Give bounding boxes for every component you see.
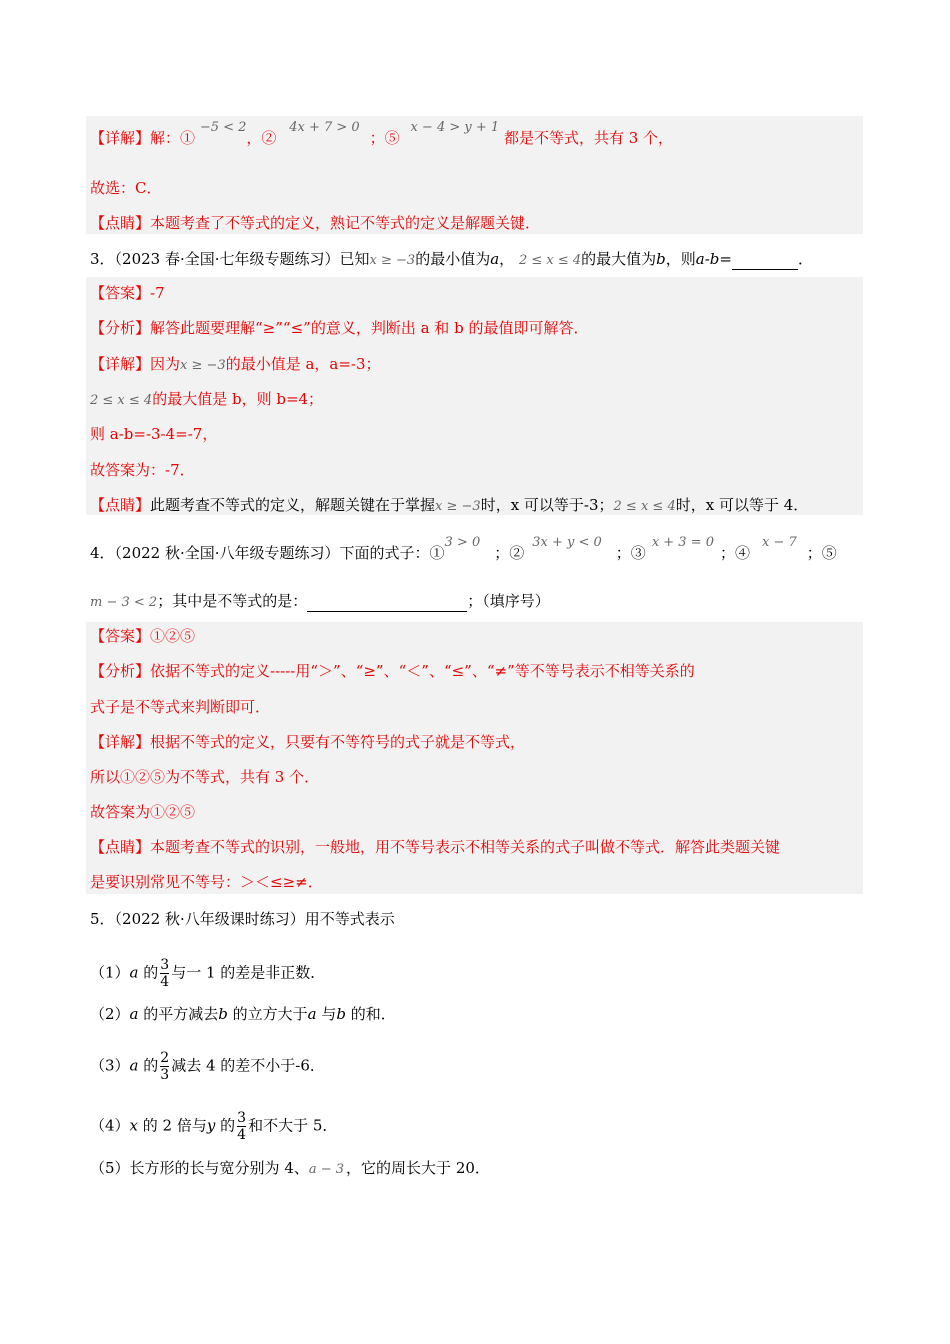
- numerator: 2: [160, 1050, 170, 1066]
- question-text: 4．（2022 秋·全国·八年级专题练习）下面的式子：①: [90, 544, 445, 562]
- detail-text: 的最小值是 a，a=-3；: [225, 355, 381, 373]
- analysis-text: 依据不等式的定义-----用“＞”、“≥”、“＜”、“≤”、“≠”等不等号表示不相等关系的: [150, 662, 695, 680]
- var-b: b: [218, 1005, 228, 1023]
- question-text: 3．（2023 春·全国·七年级专题练习）已知: [90, 250, 370, 268]
- q2-choose: 故选：C．: [90, 179, 162, 197]
- math-expr: 2 ≤ x ≤ 4: [613, 499, 676, 514]
- q3-detail-4: 故答案为：-7．: [90, 461, 195, 479]
- part-text: 的和．: [346, 1005, 396, 1023]
- var-a: a: [129, 963, 139, 982]
- part-text: 的: [138, 963, 159, 982]
- q5-title: 5．（2022 秋·八年级课时练习）用不等式表示: [90, 910, 395, 928]
- part-number: （3）: [90, 1056, 130, 1075]
- q3-detail-3: 则 a-b=-3-4=-7，: [90, 425, 218, 443]
- q3-comment: [90, 495, 808, 517]
- q4-solution-block: [86, 622, 863, 894]
- question-text: ；其中是不等式的是：: [157, 592, 308, 610]
- q4-comment-2: 是要识别常见不等号：＞＜≤≥≠．: [90, 873, 323, 891]
- denominator: 4: [160, 974, 170, 990]
- question-text: ；④: [720, 544, 751, 562]
- separator: ；⑤: [369, 129, 400, 147]
- detail-text: 解：①: [150, 129, 196, 147]
- q4-detail-1: [90, 732, 525, 752]
- q4-detail-3: 故答案为①②⑤: [90, 803, 196, 821]
- math-expr: 2 ≤ x ≤ 4: [90, 393, 153, 408]
- var-a: a: [490, 250, 500, 268]
- question-text: 的最小值为: [415, 250, 491, 268]
- question-text: ，则: [665, 250, 696, 268]
- question-text: ；（填序号）: [467, 592, 550, 610]
- math-expr: x ≥ −3: [180, 358, 226, 373]
- analysis-text: 解答此题要理解“≥”“≤”的意义，判断出 a 和 b 的最值即可解答．: [150, 319, 589, 337]
- analysis-label: 【分析】: [90, 319, 151, 337]
- var-b: b: [336, 1005, 347, 1023]
- q5-part-5: [90, 1158, 490, 1180]
- q2-comment: [90, 213, 540, 233]
- part-text: （5）长方形的长与宽分别为 4、: [90, 1159, 309, 1177]
- q5-part-1: [90, 957, 325, 990]
- detail-text: 的最大值是 b，则 b=4；: [152, 390, 324, 408]
- question-text: ；③: [615, 544, 646, 562]
- q4-analysis-1: [90, 661, 695, 681]
- denominator: 4: [237, 1127, 247, 1143]
- answer-label: 【答案】: [90, 284, 151, 302]
- detail-text: 都是不等式，共有 3 个，: [503, 129, 674, 147]
- math-expr: x ≥ −3: [435, 499, 481, 514]
- answer-label: 【答案】: [90, 627, 151, 645]
- comment-text: 时，x 可以等于-3；: [480, 496, 614, 514]
- q4-detail-2: 所以①②⑤为不等式，共有 3 个．: [90, 768, 320, 786]
- var-b: b: [656, 250, 666, 268]
- comment-label: 【点睛】: [90, 214, 151, 232]
- question-text: 的最大值为: [581, 250, 657, 268]
- comment-text: 本题考查不等式的识别，一般地，用不等号表示不相等关系的式子叫做不等式．解答此类题关键: [150, 838, 781, 856]
- answer-blank[interactable]: [307, 591, 467, 612]
- detail-text: 根据不等式的定义，只要有不等符号的式子就是不等式，: [150, 733, 526, 751]
- math-expr: x ≥ −3: [369, 253, 416, 268]
- math-expr: x − 4 > y + 1: [410, 120, 500, 135]
- q3-solution-block: [86, 277, 863, 515]
- math-expr: x + 3 = 0: [651, 535, 715, 550]
- math-expr: −5 < 2: [199, 120, 247, 135]
- part-text: ，它的周长大于 20．: [346, 1159, 490, 1177]
- math-expr: x − 7: [762, 535, 797, 550]
- comment-text: 本题考查了不等式的定义，熟记不等式的定义是解题关键．: [150, 214, 541, 232]
- question-text: ；⑤: [806, 544, 837, 562]
- var-y: y: [206, 1116, 216, 1135]
- answer-text: -7: [150, 284, 165, 302]
- part-number: （1）: [90, 963, 130, 982]
- q3-detail-1: [90, 354, 381, 376]
- question-text: ；②: [494, 544, 525, 562]
- comment-text: 时，x 可以等于 4．: [675, 496, 809, 514]
- q4-analysis-2: 式子是不等式来判断即可．: [90, 698, 271, 716]
- math-expr: a − 3: [308, 1162, 345, 1177]
- part-text: 的平方减去: [138, 1005, 219, 1023]
- part-text: 与一 1 的差是非正数．: [171, 963, 326, 982]
- q3-analysis: [90, 318, 588, 338]
- q4-answer: [90, 626, 195, 646]
- detail-label: 【详解】: [90, 129, 151, 147]
- fraction: [160, 1050, 169, 1083]
- q5-part-4: [90, 1110, 337, 1143]
- part-text: 的: [215, 1116, 236, 1135]
- part-text: 的立方大于: [227, 1005, 308, 1023]
- part-text: 的 2 倍与: [138, 1116, 207, 1135]
- separator: ，②: [246, 129, 277, 147]
- fraction: [160, 957, 169, 990]
- part-text: 的: [138, 1056, 159, 1075]
- math-expr: 4x + 7 > 0: [289, 120, 360, 135]
- part-text: 减去 4 的差不小于-6．: [171, 1056, 325, 1075]
- q3-detail-2: [90, 389, 323, 411]
- q3-answer: [90, 283, 165, 303]
- math-expr: m − 3 < 2: [90, 595, 158, 610]
- q3-question: [90, 249, 813, 271]
- math-expr: 3 > 0: [444, 535, 481, 550]
- fraction: [237, 1110, 246, 1143]
- var-amb: a-b: [695, 250, 720, 268]
- math-expr: 2 ≤ x ≤ 4: [518, 253, 582, 268]
- comment-text: 此题考查不等式的定义，解题关键在于掌握: [150, 496, 436, 514]
- question-text: ．: [798, 250, 814, 268]
- q4-question-line2: [90, 591, 550, 613]
- comment-label: 【点睛】: [90, 496, 151, 514]
- var-a: a: [129, 1005, 139, 1023]
- math-expr: 3x + y < 0: [532, 535, 602, 550]
- part-number: （2）: [90, 1005, 130, 1023]
- question-text: =: [719, 250, 732, 268]
- q4-comment-1: [90, 837, 780, 857]
- q2-detail-line: [90, 120, 674, 150]
- var-x: x: [129, 1116, 139, 1135]
- numerator: 3: [160, 957, 170, 973]
- denominator: 3: [160, 1067, 170, 1083]
- part-number: （4）: [90, 1116, 130, 1135]
- q2-solution-block: [86, 116, 863, 234]
- answer-blank[interactable]: [732, 249, 798, 270]
- q4-question-line1: [90, 535, 837, 565]
- var-a: a: [129, 1056, 139, 1075]
- answer-text: ①②⑤: [150, 627, 196, 645]
- analysis-label: 【分析】: [90, 662, 151, 680]
- question-text: ，: [499, 250, 515, 268]
- detail-text: 因为: [150, 355, 181, 373]
- part-text: 和不大于 5．: [248, 1116, 338, 1135]
- detail-label: 【详解】: [90, 733, 151, 751]
- part-text: 与: [316, 1005, 337, 1023]
- q5-part-3: [90, 1050, 325, 1083]
- detail-label: 【详解】: [90, 355, 151, 373]
- numerator: 3: [237, 1110, 247, 1126]
- var-a: a: [307, 1005, 317, 1023]
- q5-part-2: [90, 1004, 396, 1024]
- comment-label: 【点睛】: [90, 838, 151, 856]
